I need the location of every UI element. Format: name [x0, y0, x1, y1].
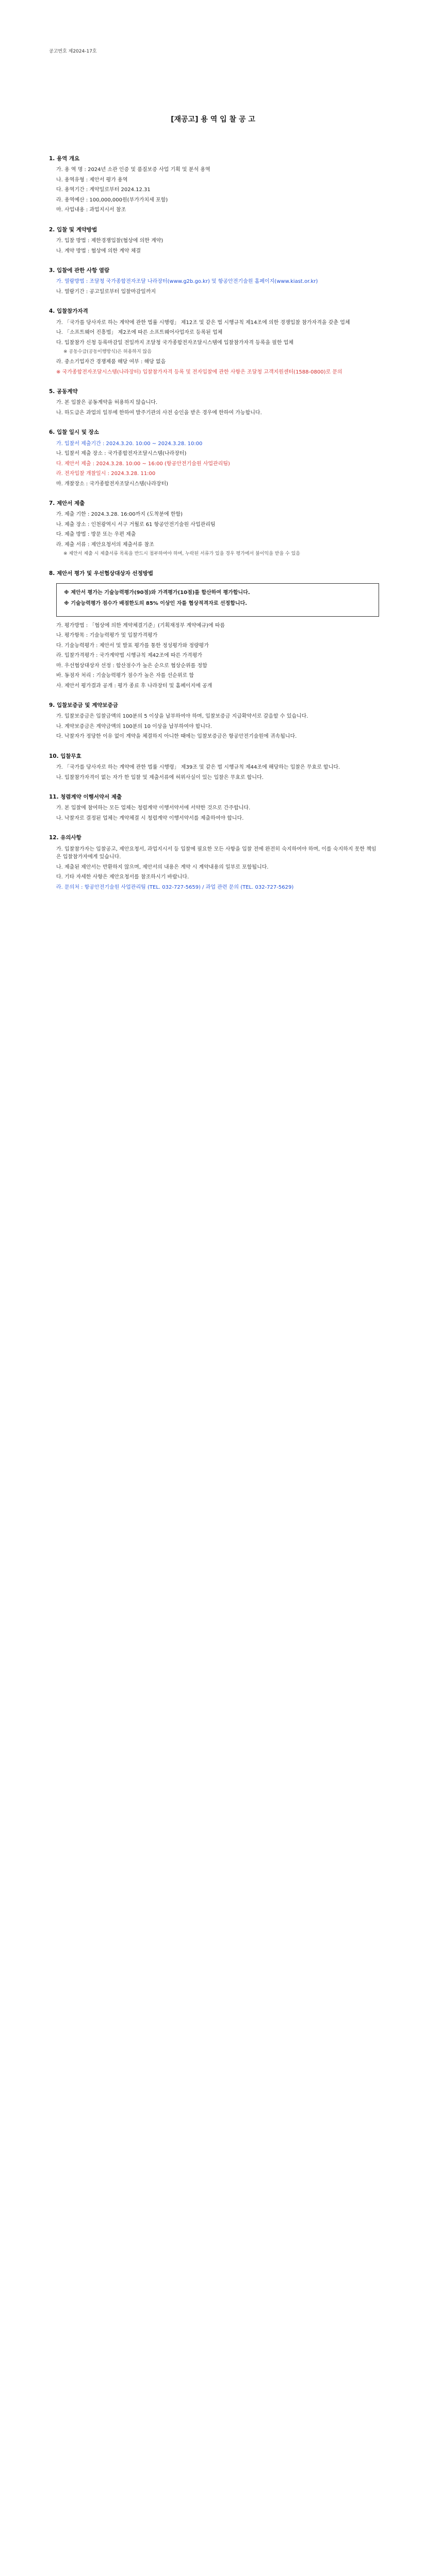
section-item: 나. 하도급은 과업의 일부에 한하여 발주기관의 사전 승인을 받은 경우에 한하여 가능합니다.	[56, 410, 262, 416]
section-heading: 10. 입찰무효	[49, 753, 81, 759]
notice-section	[49, 752, 379, 782]
section-item: 가. 입찰참가자는 입찰공고, 제안요청서, 과업지시서 등 입찰에 필요한 모든 사항을 입찰 전에 완전히 숙지하여야 하며, 이를 숙지하지 못한 책임은 입찰참가자에게 있습니다.	[56, 846, 376, 860]
section-item: 가. 본 입찰은 공동계약을 허용하지 않습니다.	[56, 400, 158, 406]
section-item: 가. 열람방법 : 조달청 국가종합전자조달 나라장터(www.g2b.go.kr) 및 항공안전기술원 홈페이지(www.kiast.or.kr)	[56, 279, 318, 285]
section-item: 나. 평가항목 : 기술능력평가 및 입찰가격평가	[56, 633, 158, 638]
section-heading: 5. 공동계약	[49, 388, 78, 395]
notice-section	[49, 499, 379, 558]
section-item: 가. 본 입찰에 참여하는 모든 업체는 청렴계약 이행서약서에 서약한 것으로 간주합니다.	[56, 805, 251, 811]
section-item: 사. 제안서 평가결과 공개 : 평가 종료 후 나라장터 및 홈페이지에 공개	[56, 683, 212, 689]
notice-section	[49, 569, 379, 690]
section-item: 나. 낙찰자로 결정된 업체는 계약체결 시 청렴계약 이행서약서를 제출하여야 합니다.	[56, 815, 244, 821]
section-item: 라. 문의처 : 항공안전기술원 사업관리팀 (TEL. 032-727-5659) / 과업 관련 문의 (TEL. 032-727-5629)	[56, 884, 294, 890]
notice-section	[49, 701, 379, 741]
section-item: 가. 「국가를 당사자로 하는 계약에 관한 법률 시행령」 제12조 및 같은 법 시행규칙 제14조에 의한 경쟁입찰 참가자격을 갖춘 업체	[56, 319, 350, 326]
section-heading: 6. 입찰 일시 및 장소	[49, 429, 99, 436]
section-item: 나. 계약보증금은 계약금액의 100분의 10 이상을 납부하여야 합니다.	[56, 723, 212, 730]
section-item: 나. 계약 방법 : 협상에 의한 계약 체결	[56, 248, 141, 254]
section-item: 가. 용 역 명 : 2024년 소관 인증 및 품질보증 사업 기획 및 분석 용역	[56, 167, 210, 173]
section-item: 다. 기타 자세한 사항은 제안요청서를 참조하시기 바랍니다.	[56, 874, 189, 880]
highlight-box	[56, 583, 379, 617]
section-item: 마. 우선협상대상자 선정 : 합산점수가 높은 순으로 협상순위를 정함	[56, 663, 207, 669]
section-item: 가. 평가방법 : 「협상에 의한 계약체결기준」(기획재정부 계약예규)에 따름	[56, 622, 225, 629]
page-title: [재공고] 용 역 입 찰 공 고	[171, 115, 255, 124]
section-item: 다. 제출 방법 : 방문 또는 우편 제출	[56, 532, 136, 538]
highlight-line: ※ 기술능력평가 점수가 배점한도의 85% 이상인 자를 협상적격자로 선정합니다.	[64, 601, 248, 606]
section-item: 바. 동점자 처리 : 기술능력평가 점수가 높은 자를 선순위로 함	[56, 673, 194, 679]
notice-section	[49, 226, 379, 255]
section-heading: 12. 유의사항	[49, 835, 81, 841]
section-item: 가. 「국가를 당사자로 하는 계약에 관한 법률 시행령」 제39조 및 같은 법 시행규칙 제44조에 해당하는 입찰은 무효로 합니다.	[56, 765, 340, 771]
notice-section	[49, 834, 379, 891]
highlight-line: ※ 제안서 평가는 기술능력평가(90점)와 가격평가(10점)를 합산하여 평가합니다.	[64, 589, 250, 596]
section-item: 다. 입찰참가 신청 등록마감일 전일까지 조달청 국가종합전자조달시스템에 입찰참가자격 등록을 필한 업체	[56, 340, 294, 346]
notice-number: 공고번호 제2024-17호	[49, 49, 97, 54]
section-item: 라. 제출 서류 : 제안요청서의 제출서류 참조	[56, 541, 154, 548]
section-item: 다. 제안서 제출 : 2024.3.28. 10:00 ~ 16:00 (항공안전기술원 사업관리팀)	[56, 461, 230, 467]
section-heading: 1. 용역 개요	[49, 156, 80, 162]
section-item: 나. 제출 장소 : 인천광역시 서구 거월로 61 항공안전기술원 사업관리팀	[56, 521, 216, 528]
section-note: ※ 공동수급(공동이행방식)은 허용하지 않음	[63, 349, 152, 355]
section-heading: 7. 제안서 제출	[49, 500, 85, 507]
section-item: 라. 용역예산 : 100,000,000원(부가가치세 포함)	[56, 197, 168, 203]
notice-section	[49, 428, 379, 488]
section-item: 나. 용역유형 : 제안서 평가 용역	[56, 177, 128, 183]
notice-section	[49, 155, 379, 214]
section-item: 나. 제출된 제안서는 반환하지 않으며, 제안서의 내용은 계약 시 계약내용의 일부로 포함됩니다.	[56, 864, 269, 870]
section-item: 가. 입찰보증금은 입찰금액의 100분의 5 이상을 납부하여야 하며, 입찰보증금 지급확약서로 갈음할 수 있습니다.	[56, 714, 308, 720]
section-item: 나. 입찰참가자격이 없는 자가 한 입찰 및 제출서류에 허위사실이 있는 입찰은 무효로 합니다.	[56, 774, 264, 781]
section-item: 라. 전자입찰 개찰일시 : 2024.3.28. 11:00	[56, 471, 156, 477]
notice-section	[49, 266, 379, 296]
section-item: 다. 기술능력평가 : 제안서 및 발표 평가를 통한 정성평가와 정량평가	[56, 642, 209, 649]
section-heading: 2. 입찰 및 계약방법	[49, 226, 97, 233]
section-item: 라. 입찰가격평가 : 국가계약법 시행규칙 제42조에 따른 가격평가	[56, 653, 203, 658]
section-item: 다. 용역기간 : 계약일로부터 2024.12.31	[56, 187, 151, 193]
section-item: 가. 입찰서 제출기간 : 2024.3.20. 10:00 ~ 2024.3.28. 10:00	[56, 440, 203, 447]
notice-section	[49, 793, 379, 822]
section-item: 마. 사업내용 : 과업지시서 참조	[56, 207, 126, 213]
section-item: 나. 열람기간 : 공고일로부터 입찰마감일까지	[56, 289, 156, 295]
section-item: 마. 개찰장소 : 국가종합전자조달시스템(나라장터)	[56, 481, 169, 487]
section-note: ※ 제안서 제출 시 제출서류 목록을 반드시 첨부하여야 하며, 누락된 서류가 있을 경우 평가에서 불이익을 받을 수 있음	[63, 551, 300, 557]
section-item: 가. 제출 기한 : 2024.3.28. 16:00까지 (도착분에 한함)	[56, 512, 183, 518]
section-heading: 11. 청렴계약 이행서약서 제출	[49, 794, 122, 801]
notice-section	[49, 387, 379, 417]
section-heading: 8. 제안서 평가 및 우선협상대상자 선정방법	[49, 570, 154, 577]
section-item: 가. 입찰 방법 : 제한경쟁입찰(협상에 의한 계약)	[56, 238, 163, 244]
section-item: 나. 입찰서 제출 장소 : 국가종합전자조달시스템(나라장터)	[56, 451, 187, 457]
section-item: 나. 「소프트웨어 진흥법」 제2조에 따른 소프트웨어사업자로 등록된 업체	[56, 330, 223, 336]
section-item: ※ 국가종합전자조달시스템(나라장터) 입찰참가자격 등록 및 전자입찰에 관한 사항은 조달청 고객지원센터(1588-0800)로 문의	[56, 369, 342, 375]
section-item: 다. 낙찰자가 정당한 이유 없이 계약을 체결하지 아니한 때에는 입찰보증금은 항공안전기술원에 귀속됩니다.	[56, 734, 297, 740]
section-heading: 9. 입찰보증금 및 계약보증금	[49, 702, 118, 708]
section-item: 라. 중소기업자간 경쟁제품 해당 여부 : 해당 없음	[56, 359, 166, 365]
notice-section	[49, 307, 379, 376]
section-heading: 4. 입찰참가자격	[49, 308, 88, 315]
section-heading: 3. 입찰에 관한 사항 열람	[49, 267, 110, 274]
notice-body	[49, 155, 379, 903]
